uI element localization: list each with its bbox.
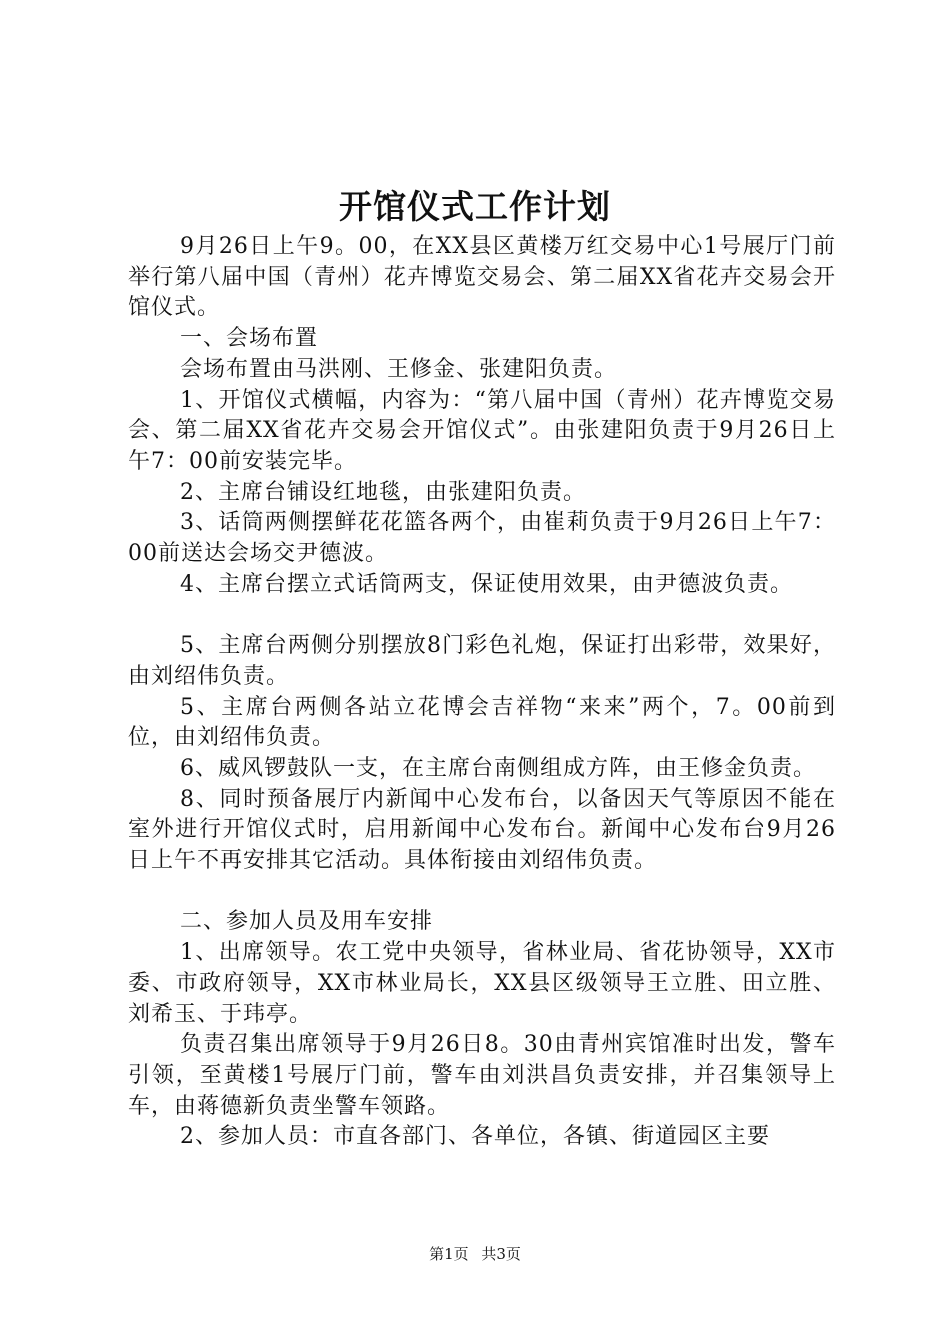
paragraph: 1、开馆仪式横幅，内容为：“第八届中国（青州）花卉博览交易会、第二届XX省花卉交易会开馆仪式”。由张建阳负责于9月26日上午7：00前安装完毕。	[128, 387, 836, 474]
paragraph: 2、参加人员：市直各部门、各单位，各镇、街道园区主要	[180, 1124, 770, 1150]
paragraph: 负责召集出席领导于9月26日8。30由青州宾馆准时出发，警车引领，至黄楼1号展厅门前，警车由刘洪昌负责安排，并召集领导上车，由蒋德新负责坐警车领路。	[128, 1032, 836, 1119]
paragraph: 会场布置由马洪刚、王修金、张建阳负责。	[180, 356, 618, 382]
paragraph-intro: 9月26日上午9。00，在XX县区黄楼万红交易中心1号展厅门前举行第八届中国（青州）花卉博览交易会、第二届XX省花卉交易会开馆仪式。	[128, 234, 836, 321]
paragraph: 6、威风锣鼓队一支，在主席台南侧组成方阵，由王修金负责。	[180, 755, 816, 781]
page-number: 第1页	[429, 1245, 469, 1263]
paragraph: 5、主席台两侧分别摆放8门彩色礼炮，保证打出彩带，效果好，由刘绍伟负责。	[128, 633, 836, 689]
paragraph: 4、主席台摆立式话筒两支，保证使用效果，由尹德波负责。	[180, 571, 793, 597]
paragraph: 8、同时预备展厅内新闻中心发布台，以备因天气等原因不能在室外进行开馆仪式时，启用新闻中心发布台。新闻中心发布台9月26日上午不再安排其它活动。具体衔接由刘绍伟负责。	[128, 786, 836, 874]
paragraph: 3、话筒两侧摆鲜花花篮各两个，由崔莉负责于9月26日上午7：00前送达会场交尹德波。	[128, 510, 836, 567]
page-footer	[0, 1244, 950, 1264]
section-heading-venue: 一、会场布置	[180, 326, 319, 352]
section-heading-attendees: 二、参加人员及用车安排	[180, 909, 434, 935]
paragraph: 1、出席领导。农工党中央领导，省林业局、省花协领导，XX市委、市政府领导，XX市林业局长，XX县区级领导王立胜、田立胜、刘希玉、于玮亭。	[128, 940, 836, 1027]
document-body	[128, 232, 836, 1153]
page-total: 共3页	[481, 1245, 521, 1263]
document-title: 开馆仪式工作计划	[339, 187, 611, 226]
paragraph: 2、主席台铺设红地毯，由张建阳负责。	[180, 479, 586, 505]
paragraph-spacer	[128, 600, 836, 631]
paragraph-spacer	[128, 877, 836, 908]
paragraph: 5、主席台两侧各站立花博会吉祥物“来来”两个，7。00前到位，由刘绍伟负责。	[128, 694, 836, 751]
